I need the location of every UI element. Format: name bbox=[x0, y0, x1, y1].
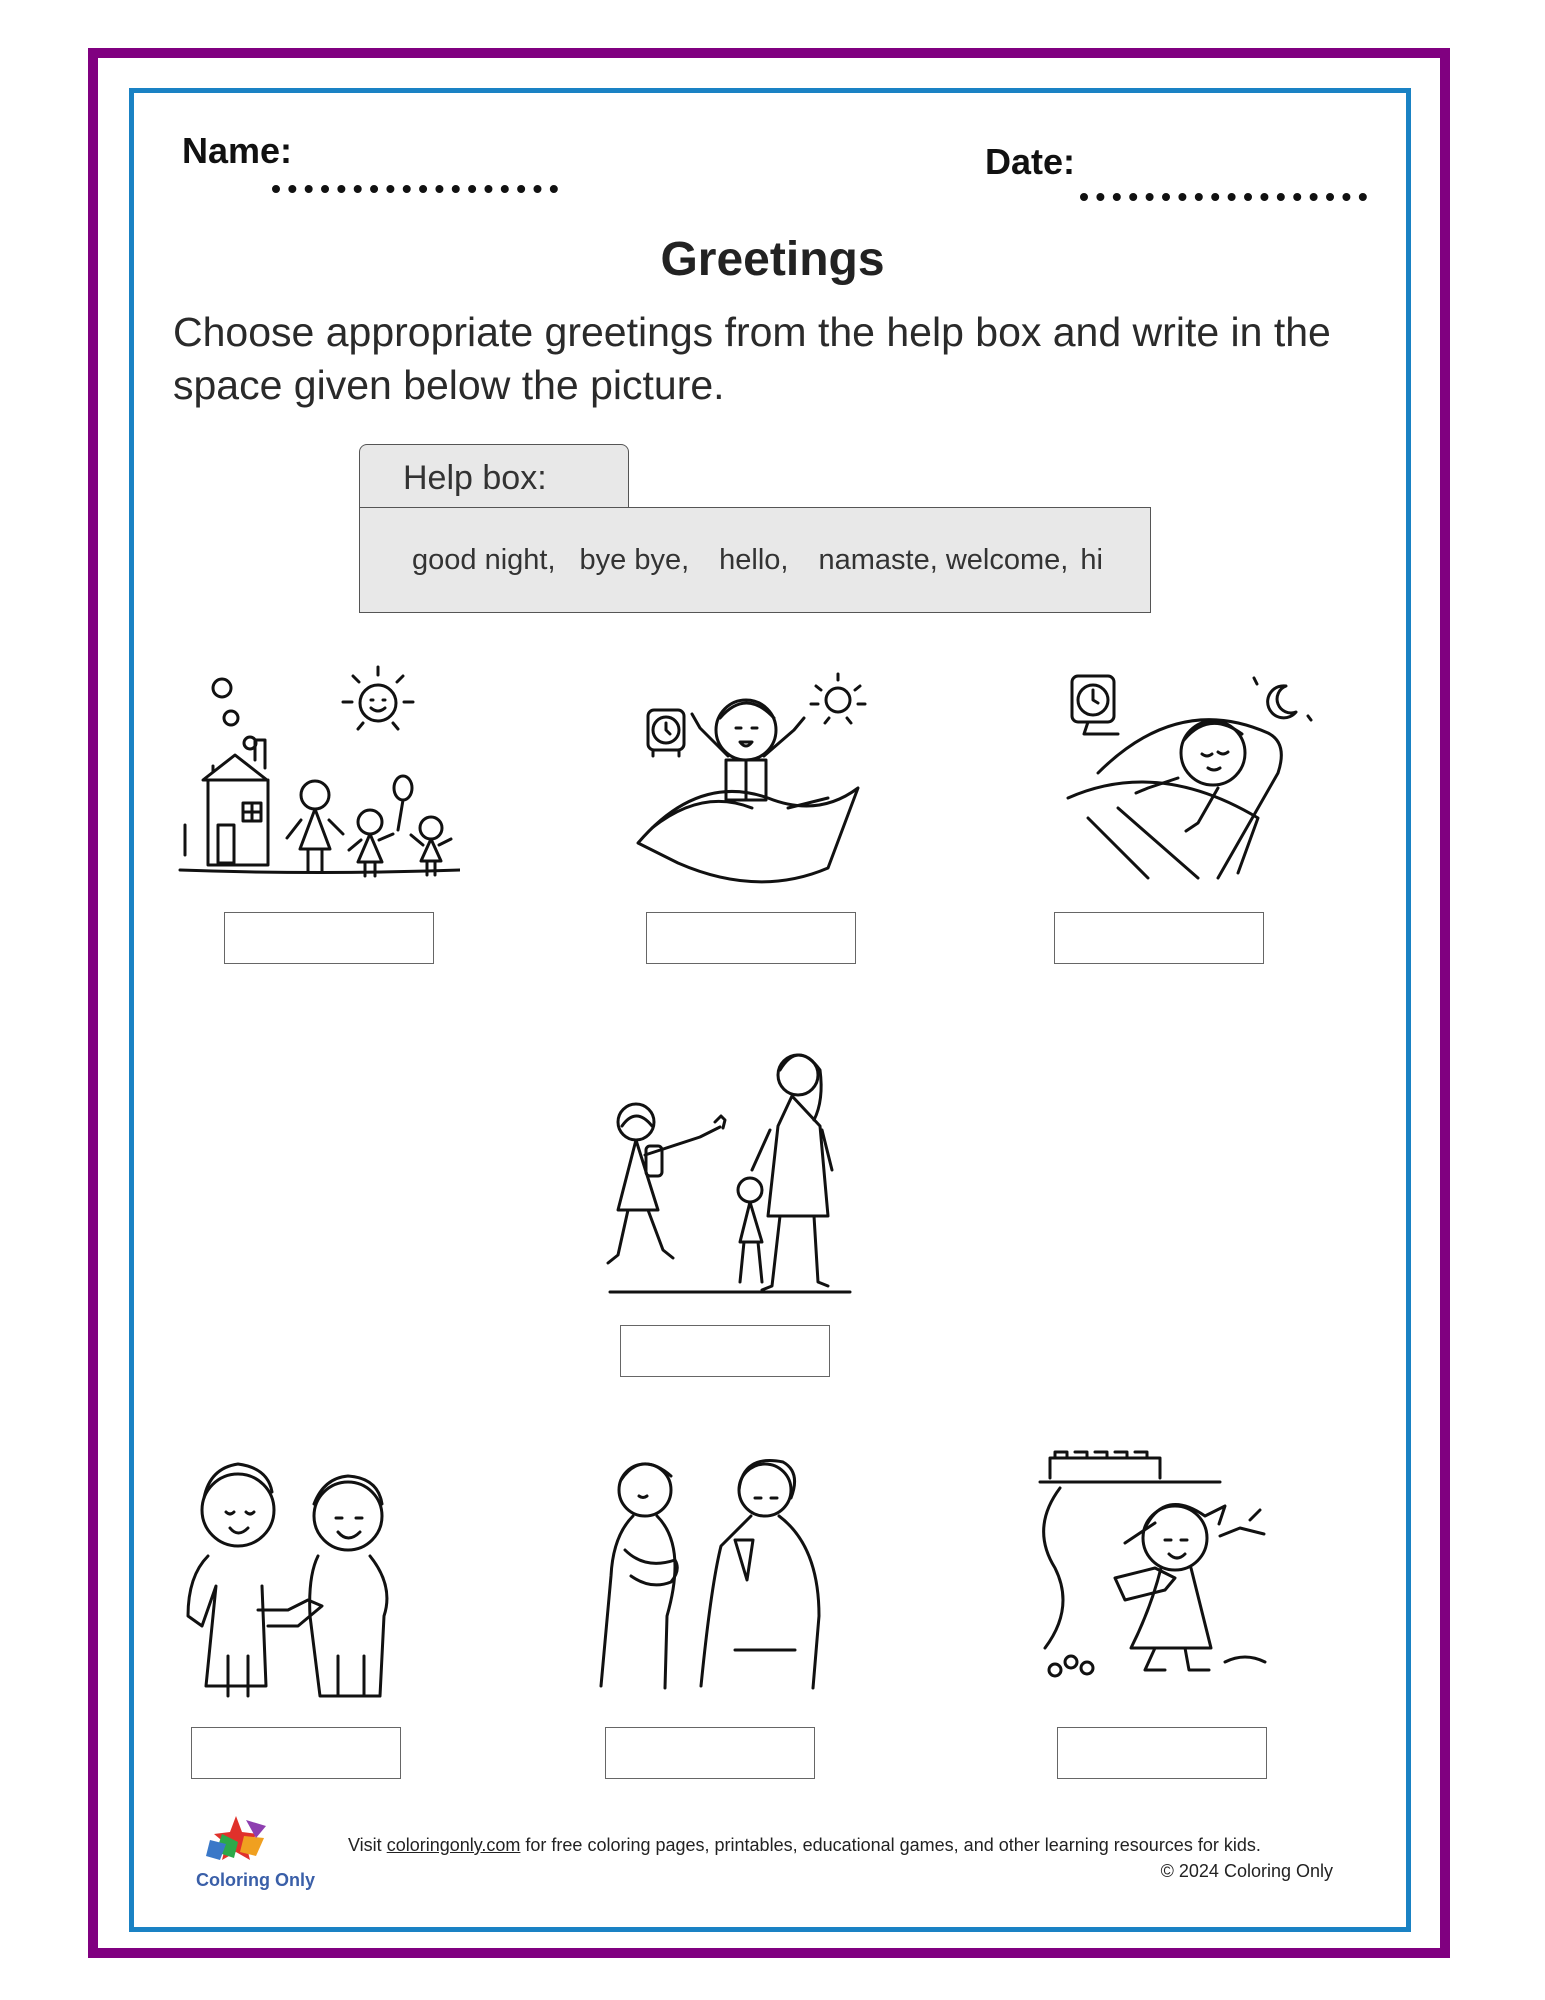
child-sleeping-icon bbox=[1058, 668, 1318, 893]
family-house-icon bbox=[175, 660, 460, 890]
help-box bbox=[359, 507, 1151, 613]
help-word: good night, bbox=[412, 543, 556, 576]
answer-box-sleeping[interactable] bbox=[1054, 912, 1264, 964]
answer-box-handshake[interactable] bbox=[191, 1727, 401, 1779]
answer-box-namaste[interactable] bbox=[605, 1727, 815, 1779]
help-box-tab: Help box: bbox=[359, 444, 629, 508]
name-field[interactable] bbox=[272, 185, 558, 193]
help-word: bye bye, bbox=[579, 543, 690, 576]
date-field[interactable] bbox=[1080, 193, 1367, 201]
girl-waving-icon bbox=[600, 1030, 860, 1300]
copyright: © 2024 Coloring Only bbox=[1160, 1861, 1333, 1881]
site-link[interactable]: coloringonly.com bbox=[386, 1835, 521, 1855]
answer-box-goodbye[interactable] bbox=[620, 1325, 830, 1377]
date-label: Date: bbox=[985, 141, 1076, 182]
help-word: namaste, welcome, bbox=[818, 543, 1069, 576]
answer-box-arriving[interactable] bbox=[1057, 1727, 1267, 1779]
footer-visit-line: Visit coloringonly.com for free coloring pages, printables, educational games, and other learning resources for kids. bbox=[348, 1835, 1261, 1855]
namaste-icon bbox=[585, 1450, 840, 1700]
girl-arriving-icon bbox=[1025, 1448, 1295, 1688]
boy-waking-icon bbox=[628, 668, 873, 893]
page-title: Greetings bbox=[660, 233, 885, 286]
handshake-icon bbox=[178, 1460, 418, 1700]
answer-box-waking[interactable] bbox=[646, 912, 856, 964]
name-label: Name: bbox=[182, 130, 293, 171]
answer-box-family[interactable] bbox=[224, 912, 434, 964]
help-word: hi bbox=[1080, 543, 1103, 576]
help-word: hello, bbox=[719, 543, 789, 576]
logo-text: Coloring Only bbox=[196, 1870, 315, 1890]
footer bbox=[300, 1832, 1333, 1884]
instructions: Choose appropriate greetings from the help box and write in the space given below the picture. bbox=[173, 309, 1331, 408]
